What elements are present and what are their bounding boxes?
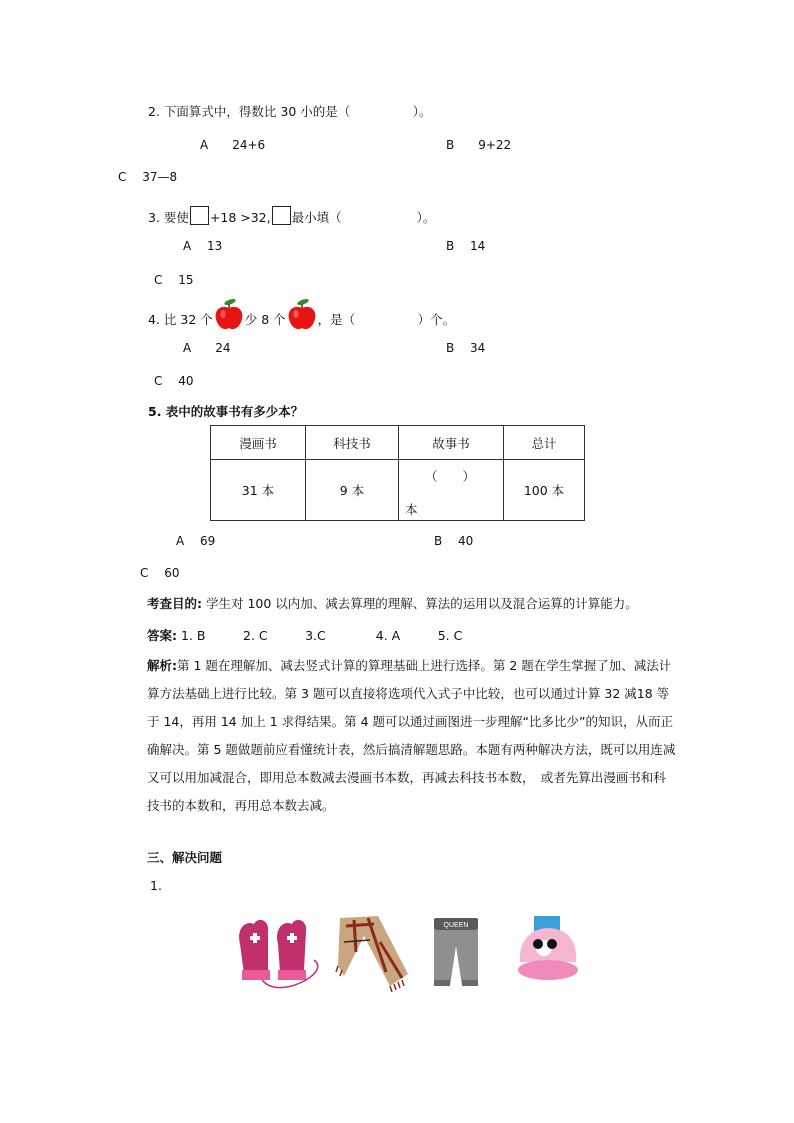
- table-header-cell: 总计: [504, 426, 585, 460]
- story-blank: （ ）: [425, 469, 476, 484]
- q5-option-c: C 60: [140, 566, 180, 580]
- svg-text:QUEEN: QUEEN: [443, 922, 469, 929]
- pants-image: [430, 916, 482, 993]
- apple-icon: [287, 298, 317, 335]
- table-header-cell: 科技书: [306, 426, 399, 460]
- q4-stem: [148, 298, 455, 335]
- blank-box-icon: [190, 206, 209, 225]
- q4-option-c: C 40: [154, 374, 194, 388]
- table-header-cell: 漫画书: [211, 426, 306, 460]
- cap-image: [514, 914, 582, 987]
- q4-stem-mid: 少 8 个: [244, 312, 286, 327]
- q3-stem-pre: 3. 要使: [148, 210, 189, 225]
- scarf-image: [334, 912, 414, 995]
- q2-stem: 2. 下面算式中，得数比 30 小的是（ ）。: [148, 104, 432, 119]
- table-cell: 9 本: [306, 460, 399, 521]
- section-item-number: 1.: [150, 878, 162, 893]
- answer-label: 答案:: [147, 628, 177, 643]
- section-title: 三、解决问题: [147, 850, 223, 865]
- purpose-label: 考查目的:: [147, 596, 202, 611]
- table-row: [211, 460, 585, 521]
- table-cell: 100 本: [504, 460, 585, 521]
- analysis-label: 解析:: [147, 658, 177, 673]
- q3-stem: [148, 206, 435, 226]
- q5-option-a: A 69: [176, 534, 216, 548]
- table-cell-story: [399, 460, 504, 521]
- blank-box-icon: [272, 206, 291, 225]
- analysis-text: 第 1 题在理解加、减去竖式计算的算理基础上进行选择。第 2 题在学生掌握了加、减法计算方法基础上进行比较。第 3 题可以直接将选项代入式子中比较，也可以通过计算 32 减18 等于 14，再用 14 加上 1 求得结果。第 4 题可以通过画图进一步理解“比多比少”的知识，从而正确解决。第 5 题做题前应看懂统计表，然后搞清解题思路。本题有两种解决方法，既可以用连减又可以用加减混合，即用总本数减去漫画书本数，再减去科技书本数， 或者先算出漫画书和科技书的本数和，再用总本数去减。: [147, 658, 676, 813]
- purpose-line: [147, 594, 638, 612]
- apple-icon: [214, 298, 244, 335]
- book-table: [210, 425, 585, 521]
- q3-option-a: A 13: [183, 239, 223, 253]
- q4-option-b: B 34: [446, 341, 486, 355]
- answer-text: 1. B 2. C 3.C 4. A 5. C: [180, 628, 463, 643]
- q3-option-b: B 14: [446, 239, 486, 253]
- table-cell: 31 本: [211, 460, 306, 521]
- table-header-row: [211, 426, 585, 460]
- q5-stem: 5. 表中的故事书有多少本？: [148, 404, 304, 419]
- q3-stem-post: 最小填（ ）。: [291, 210, 436, 225]
- answer-line: [147, 626, 462, 644]
- mittens-image: [232, 914, 324, 995]
- analysis-paragraph: [147, 652, 677, 820]
- q2-option-c: C 37—8: [118, 170, 178, 184]
- q4-option-a: A 24: [183, 341, 231, 355]
- q4-stem-post: ，是（ ）个。: [317, 312, 456, 327]
- q3-option-c: C 15: [154, 273, 194, 287]
- purpose-text: 学生对 100 以内加、减去算理的理解、算法的运用以及混合运算的计算能力。: [205, 596, 638, 611]
- q2-option-a: A 24+6: [200, 138, 266, 152]
- q5-option-b: B 40: [434, 534, 474, 548]
- q3-stem-mid: +18 >32,: [209, 210, 271, 225]
- q4-stem-pre: 4. 比 32 个: [148, 312, 213, 327]
- table-header-cell: 故事书: [399, 426, 504, 460]
- story-unit: 本: [405, 502, 418, 517]
- q2-option-b: B 9+22: [446, 138, 512, 152]
